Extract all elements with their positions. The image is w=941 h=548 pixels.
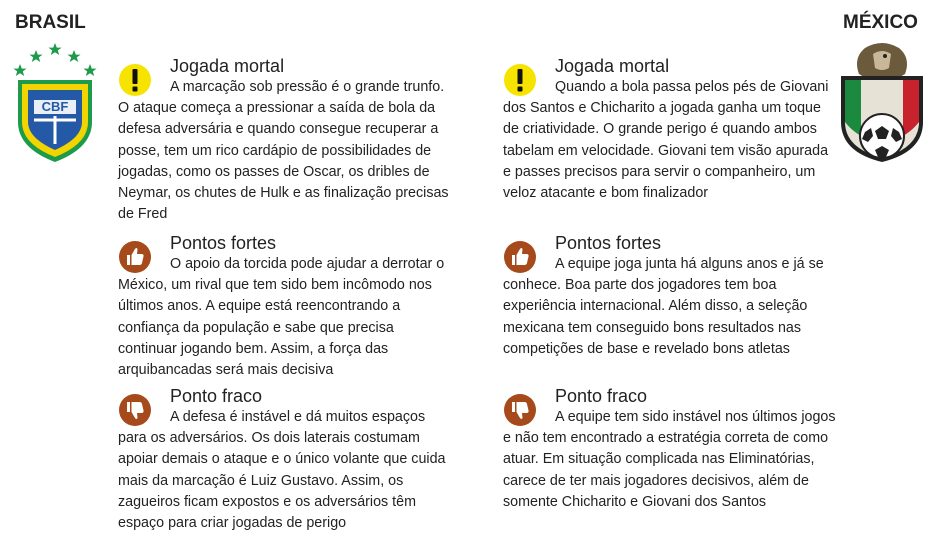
section-ponto-fraco [118,385,453,534]
star-icon [48,43,61,55]
section-title: Pontos fortes [170,233,277,253]
section-text: A equipe joga junta há alguns anos e já se conhece. Boa parte dos jogadores tem boa experiência internacional. Além disso, a seleção mexicana tem conseguido bons resultados nas competições de base e revelado bons atletas [503,256,824,357]
section-jogada-mortal [118,55,453,225]
section-title: Ponto fraco [170,386,263,406]
section-ponto-fraco [503,385,838,513]
section-text: Quando a bola passa pelos pés de Giovani dos Santos e Chicharito a jogada ganha um toque de criatividade. O grande perigo é quando ambos tabelam em velocidade. Giovani tem visão apurada e passes precisos para servir o companheiro, um veloz atacante e bom finalizador [503,79,829,202]
star-icon [13,64,26,76]
section-title: Jogada mortal [555,56,670,76]
warning-icon [118,63,152,97]
section-jogada-mortal [503,55,838,204]
section-pontos-fortes [503,232,838,360]
team-name-mexico: MÉXICO [843,12,918,33]
crest-label: CBF [41,99,69,114]
fmf-crest-icon [835,40,929,162]
warning-icon [503,63,537,97]
thumbs-down-icon [118,393,152,427]
cbf-crest-icon [12,40,98,162]
section-title: Ponto fraco [555,386,648,406]
section-text: A defesa é instável e dá muitos espaços para os adversários. Os dois laterais costumam apoiar demais o ataque e o único volante que cuida mais da marcação é Luiz Gustavo. Assim, os zagueiros ficam expostos e os adversários têm espaço para criar jogadas de perigo [118,409,446,532]
thumbs-up-icon [503,240,537,274]
section-pontos-fortes [118,232,453,381]
thumbs-up-icon [118,240,152,274]
star-icon [67,50,80,62]
section-text: A marcação sob pressão é o grande trunfo. O ataque começa a pressionar a saída de bola da defesa adversária e quando consegue recuperar a posse, tem um rico cardápio de possibilidades de jogadas, como os passes de Oscar, os dribles de Neymar, os chutes de Hulk e as finalização precisas de Fred [118,79,449,223]
team-name-brasil: BRASIL [15,12,86,33]
section-title: Jogada mortal [170,56,285,76]
section-text: A equipe tem sido instável nos últimos jogos e não tem encontrado a estratégia correta de como atuar. Em situação complicada nas Eliminatórias, carece de ter mais jogadores decisivos, além de somente Chicharito e Giovani dos Santos [503,409,836,510]
section-text: O apoio da torcida pode ajudar a derrotar o México, um rival que tem sido bem incômodo nos últimos anos. A equipe está reencontrando a confiança da população e sabe que precisa continuar jogando bem. Assim, a força das arquibancadas será mais decisiva [118,256,445,379]
section-title: Pontos fortes [555,233,662,253]
star-icon [83,64,96,76]
star-icon [29,50,42,62]
thumbs-down-icon [503,393,537,427]
